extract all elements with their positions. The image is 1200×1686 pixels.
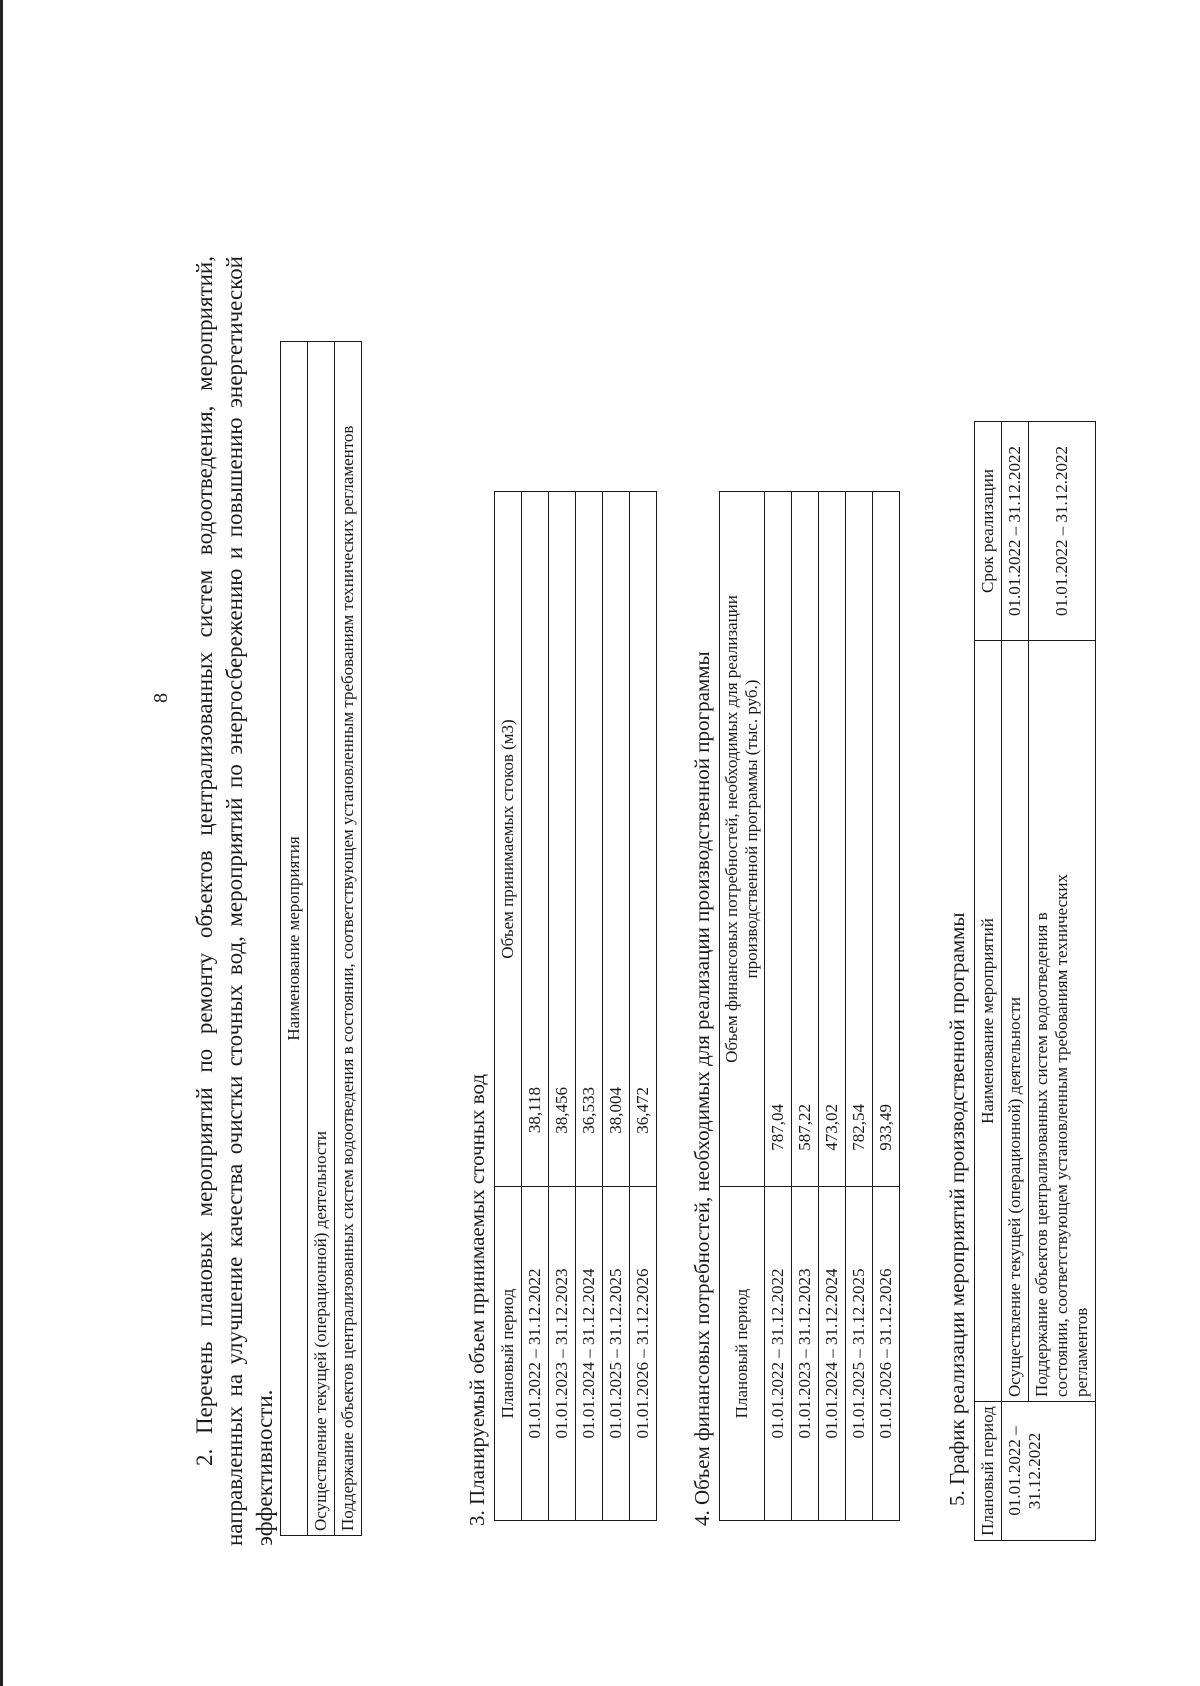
period-cell: 01.01.2026 – 31.12.2026 (630, 1187, 657, 1521)
section-2 (190, 236, 362, 1556)
measure-cell: Осуществление текущей (операционной) деятельности (1002, 641, 1029, 1402)
table-row (873, 492, 900, 1521)
header-measure-name: Наименование мероприятия (281, 342, 308, 1536)
amount-cell: 473,02 (819, 492, 846, 1187)
table-row (308, 342, 335, 1536)
amount-cell: 782,54 (846, 492, 873, 1187)
volume-cell: 36,472 (630, 492, 657, 1187)
section-3-heading: 3. Планируемый объем принимаемых сточных вод (465, 1073, 489, 1526)
period-cell: 01.01.2023 – 31.12.2023 (792, 1187, 819, 1521)
table-header-row (975, 422, 1002, 1541)
table-row (335, 342, 362, 1536)
section-4-table (719, 491, 900, 1521)
section-4 (690, 491, 900, 1526)
volume-cell: 38,004 (603, 492, 630, 1187)
amount-cell: 787,04 (765, 492, 792, 1187)
table-header-row (720, 492, 765, 1521)
header-deadline: Срок реализации (975, 422, 1002, 641)
table-row (522, 492, 549, 1521)
period-cell: 01.01.2023 – 31.12.2023 (549, 1187, 576, 1521)
measure-cell: Поддержание объектов централизованных систем водоотведения в состоянии, соответствующем установленным требованиям технических регламентов (1029, 641, 1096, 1402)
header-period: Плановый период (495, 1187, 522, 1521)
table-header-row (495, 492, 522, 1521)
section-3 (465, 491, 657, 1526)
period-cell: 01.01.2024 – 31.12.2024 (819, 1187, 846, 1521)
section-2-heading: 2. Перечень плановых мероприятий по ремонту объектов централизованных систем водоотведения, мероприятий, направленных на улучшение качества очистки сточных вод, мероприятий по энергосбережению и повышению энергетической эффективности. (192, 256, 277, 1546)
section-4-heading: 4. Объем финансовых потребностей, необходимых для реализации производственной программы (690, 651, 714, 1526)
measure-cell: Поддержание объектов централизованных систем водоотведения в состоянии, соответствующем установленным требованиям технических регламентов (335, 342, 362, 1536)
table-row (819, 492, 846, 1521)
table-row (549, 492, 576, 1521)
section-5 (945, 421, 1096, 1536)
table-row (792, 492, 819, 1521)
period-cell: 01.01.2022 – 31.12.2022 (765, 1187, 792, 1521)
period-cell: 01.01.2024 – 31.12.2024 (576, 1187, 603, 1521)
table-row (846, 492, 873, 1521)
section-5-table (974, 421, 1096, 1541)
period-cell: 01.01.2025 – 31.12.2025 (603, 1187, 630, 1521)
amount-cell: 933,49 (873, 492, 900, 1187)
header-measures: Наименование мероприятий (975, 641, 1002, 1402)
table-row (576, 492, 603, 1521)
amount-cell: 587,22 (792, 492, 819, 1187)
section-3-table (494, 491, 657, 1521)
table-header-row (281, 342, 308, 1536)
header-volume: Объем принимаемых стоков (м3) (495, 492, 522, 1187)
period-cell: 01.01.2026 – 31.12.2026 (873, 1187, 900, 1521)
section-5-heading: 5. График реализации мероприятий производственной программы (945, 912, 969, 1506)
deadline-cell: 01.01.2022 – 31.12.2022 (1029, 422, 1096, 641)
section-2-table (280, 341, 362, 1536)
volume-cell: 38,118 (522, 492, 549, 1187)
table-row (1002, 422, 1029, 1541)
measure-cell: Осуществление текущей (операционной) деятельности (308, 342, 335, 1536)
volume-cell: 36,533 (576, 492, 603, 1187)
header-period: Плановый период (975, 1402, 1002, 1541)
header-financial-volume: Объем финансовых потребностей, необходимых для реализации производственной программы (тыс. руб.) (720, 492, 765, 1187)
table-row (630, 492, 657, 1521)
table-row (603, 492, 630, 1521)
page-number: 8 (150, 693, 172, 703)
table-row (1029, 422, 1096, 1541)
table-row (765, 492, 792, 1521)
period-cell: 01.01.2025 – 31.12.2025 (846, 1187, 873, 1521)
deadline-cell: 01.01.2022 – 31.12.2022 (1002, 422, 1029, 641)
volume-cell: 38,456 (549, 492, 576, 1187)
period-cell: 01.01.2022 – 31.12.2022 (522, 1187, 549, 1521)
header-period: Плановый период (720, 1187, 765, 1521)
period-cell: 01.01.2022 – 31.12.2022 (1002, 1402, 1096, 1541)
